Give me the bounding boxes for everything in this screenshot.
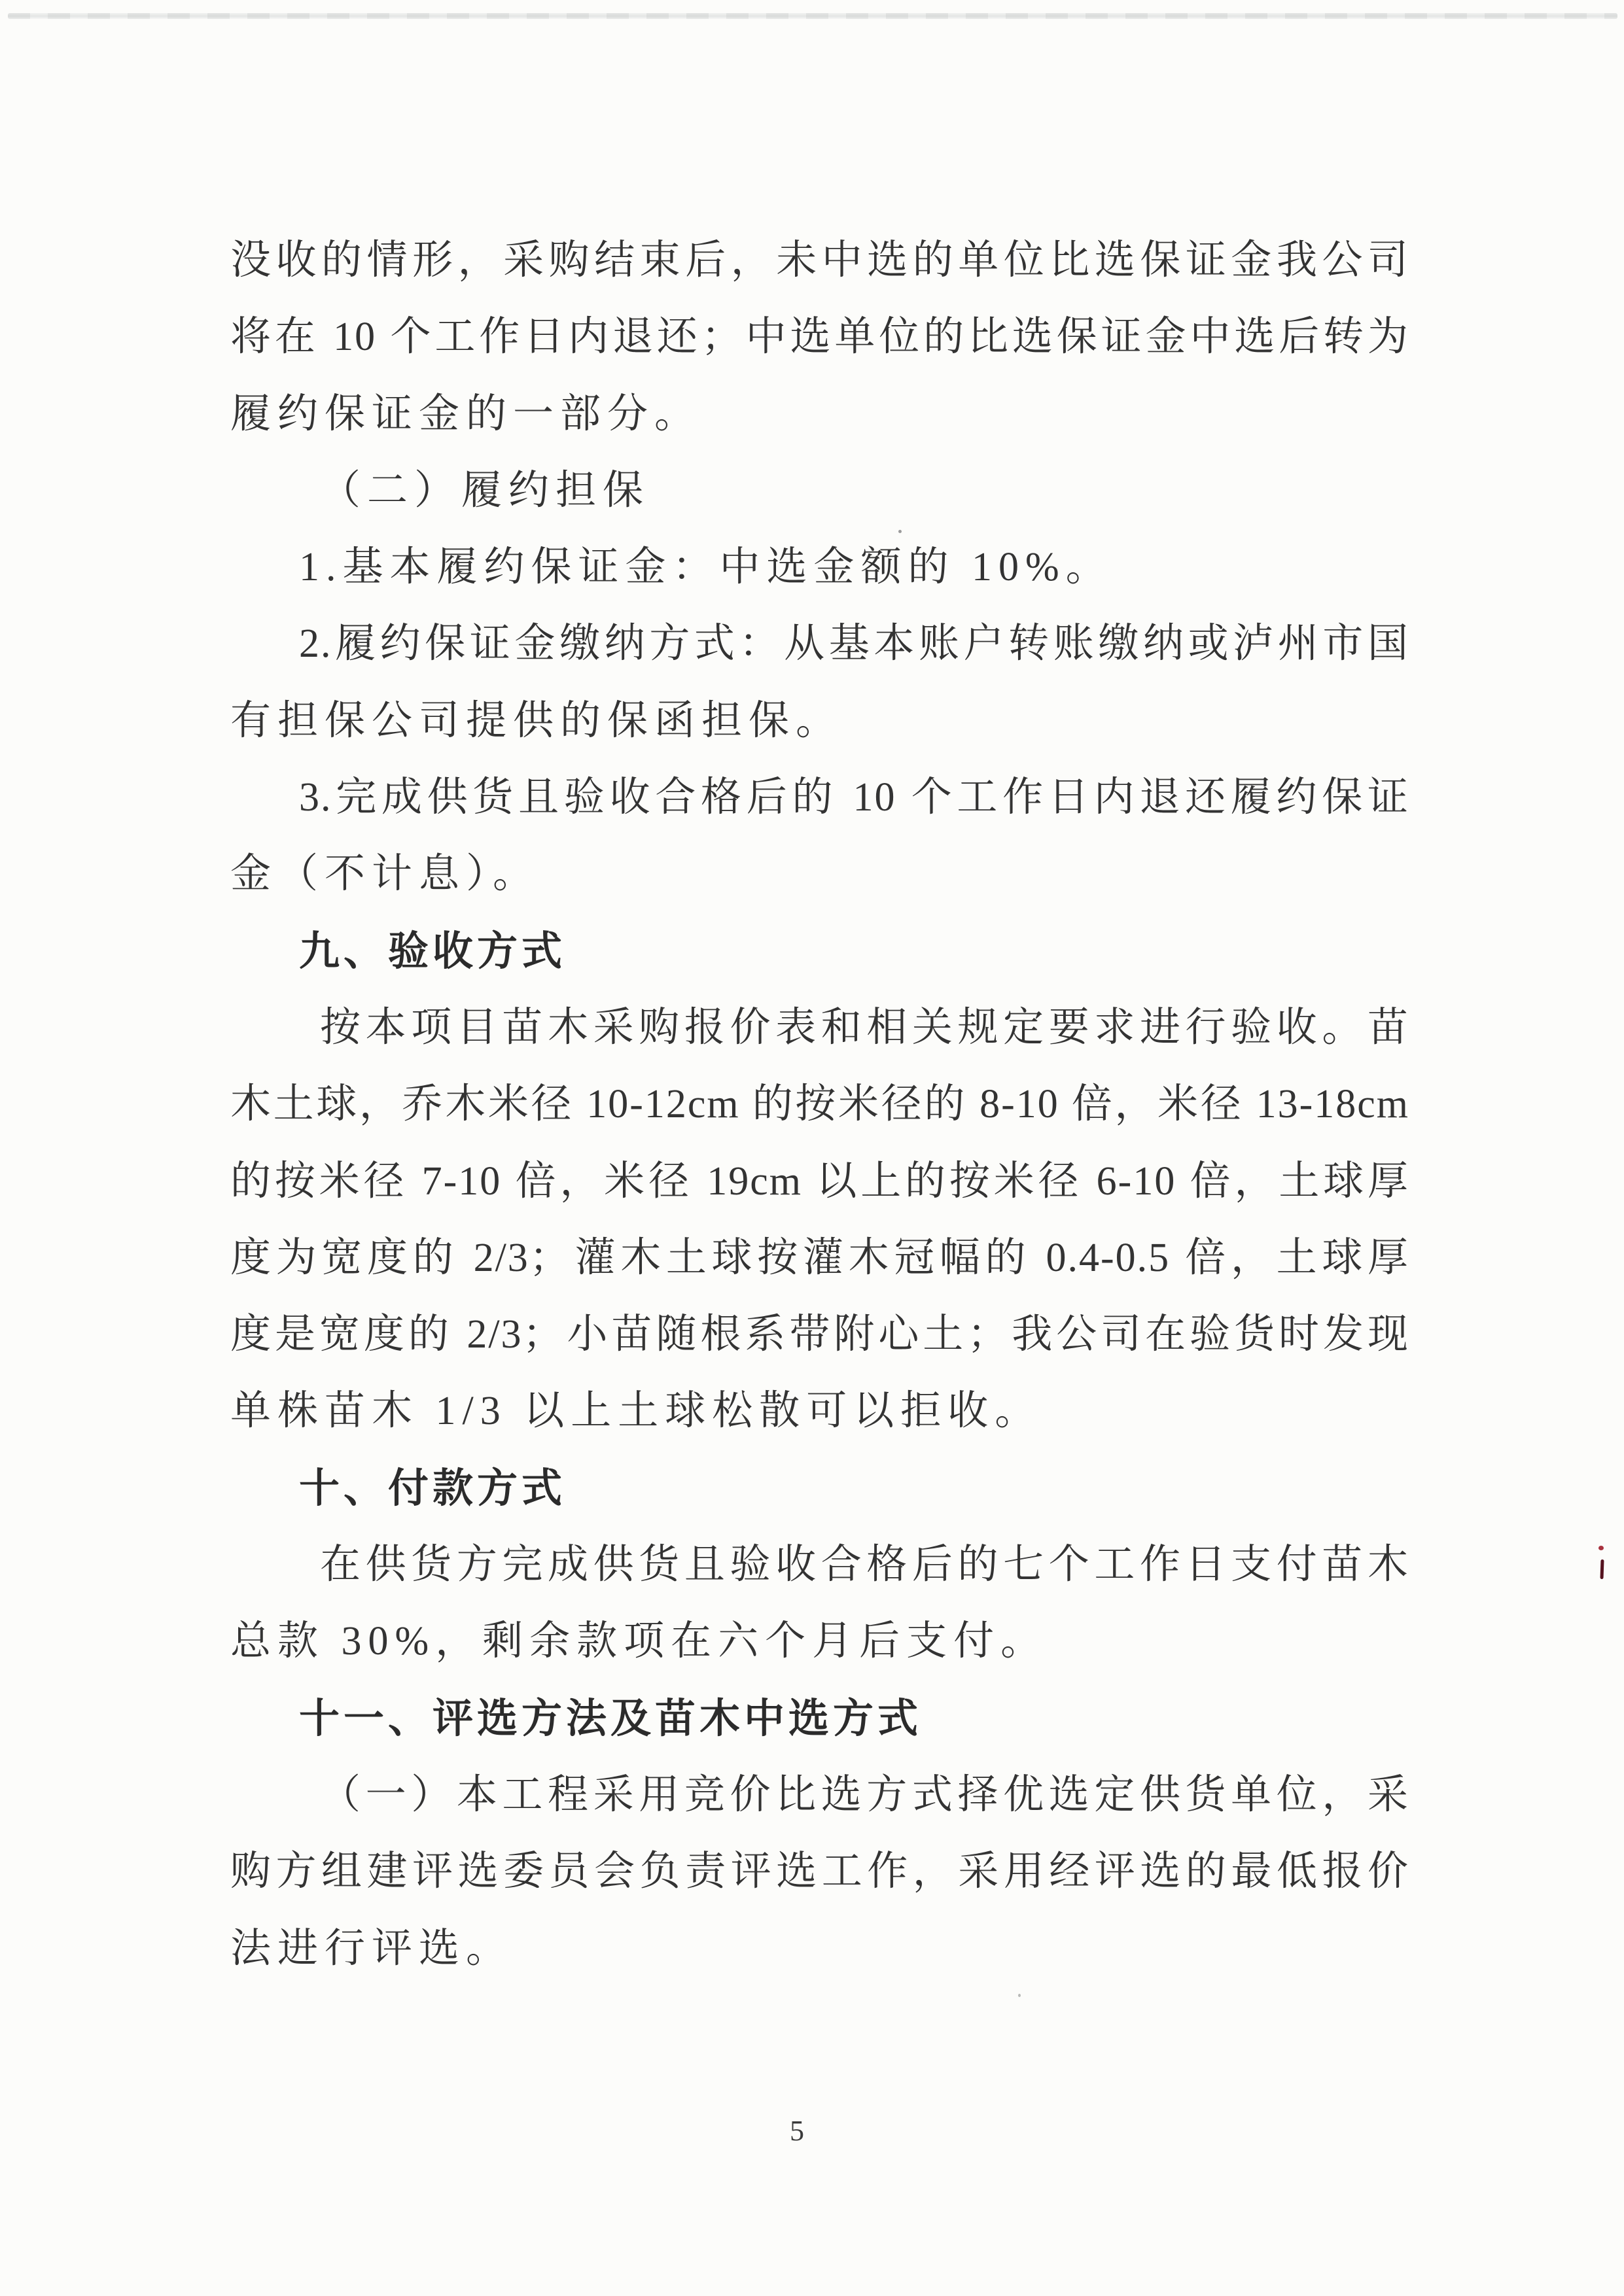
text-line: 度是宽度的 2/3；小苗随根系带附心土；我公司在验货时发现 [230, 1312, 1409, 1357]
ink-dot-artifact [1598, 1546, 1604, 1550]
text-line: 按本项目苗木采购报价表和相关规定要求进行验收。苗 [320, 1005, 1409, 1050]
scanner-edge-artifact [8, 13, 1617, 19]
text-line: 木土球，乔木米径 10-12cm 的按米径的 8-10 倍，米径 13-18cm [230, 1082, 1409, 1127]
text-line: 总款 30%，剩余款项在六个月后支付。 [230, 1619, 1048, 1664]
text-line: 在供货方完成供货且验收合格后的七个工作日支付苗木 [320, 1542, 1409, 1588]
text-line: 单株苗木 1/3 以上土球松散可以拒收。 [230, 1389, 1042, 1434]
text-line: 法进行评选。 [230, 1926, 514, 1971]
text-line: 没收的情形，采购结束后，未中选的单位比选保证金我公司 [230, 238, 1409, 283]
text-line: 履约保证金的一部分。 [230, 391, 702, 436]
text-line: 金（不计息）。 [230, 852, 540, 897]
page-number: 5 [790, 2115, 804, 2147]
ink-dash-artifact [1600, 1559, 1604, 1579]
section-heading: 十一、评选方法及苗木中选方式 [299, 1696, 923, 1741]
dust-speck-icon [1018, 1994, 1021, 1997]
text-line: 将在 10 个工作日内退还；中选单位的比选保证金中选后转为 [230, 315, 1409, 360]
text-line: 1.基本履约保证金：中选金额的 10%。 [299, 545, 1113, 590]
text-line: 度为宽度的 2/3；灌木土球按灌木冠幅的 0.4-0.5 倍，土球厚 [230, 1235, 1409, 1280]
document-body [230, 222, 1409, 1987]
text-line: 有担保公司提供的保函担保。 [230, 698, 843, 743]
text-line: （二）履约担保 [320, 468, 650, 513]
text-line: 购方组建评选委员会负责评选工作，采用经评选的最低报价 [230, 1849, 1409, 1894]
section-heading: 十、付款方式 [299, 1465, 567, 1511]
text-line: （一）本工程采用竞价比选方式择优选定供货单位，采 [320, 1772, 1409, 1817]
text-line: 2.履约保证金缴纳方式：从基本账户转账缴纳或泸州市国 [299, 621, 1409, 667]
dust-speck-icon [898, 530, 902, 533]
text-line: 的按米径 7-10 倍，米径 19cm 以上的按米径 6-10 倍，土球厚 [230, 1158, 1409, 1204]
section-heading: 九、验收方式 [299, 928, 567, 974]
text-line: 3.完成供货且验收合格后的 10 个工作日内退还履约保证 [299, 775, 1409, 820]
